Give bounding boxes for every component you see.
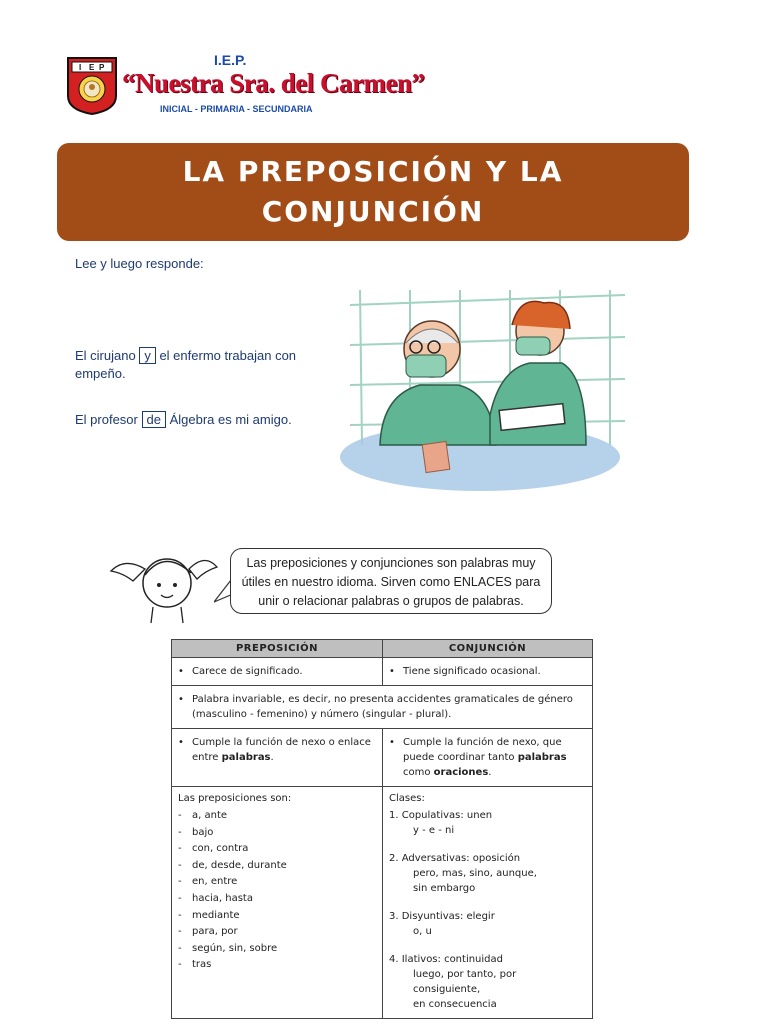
list-item: - para, por: [178, 926, 238, 938]
list-item: - bajo: [178, 826, 214, 838]
title-banner: [57, 143, 689, 241]
conjunction-class-example: luego, por tanto, por consiguiente,: [413, 969, 517, 995]
school-acronym: I.E.P.: [214, 52, 247, 68]
crest-letter-i: I: [79, 63, 82, 72]
school-levels: INICIAL - PRIMARIA - SECUNDARIA: [160, 104, 313, 114]
list-item: - según, sin, sobre: [178, 942, 278, 954]
list-item: - a, ante: [178, 810, 228, 821]
conjunction-class-example: pero, mas, sino, aunque,: [413, 868, 537, 879]
table-header-row: [172, 640, 593, 658]
speech-bubble: [230, 548, 552, 614]
page-title: [153, 152, 593, 232]
header-preposicion: PREPOSICIÓN: [172, 640, 383, 658]
girl-illustration: [105, 545, 220, 625]
list-item: - hacia, hasta: [178, 892, 253, 904]
conj-function: Cumple la función de nexo, que puede coordinar tanto palabras como oraciones.: [403, 737, 567, 778]
sentence-1-start: El cirujano: [75, 348, 136, 363]
sentence-2-end: Álgebra es mi amigo.: [169, 412, 292, 427]
sentence-1-end: el enfermo trabajan con empeño.: [75, 348, 297, 381]
sentence-2-boxed-word: de: [142, 411, 166, 428]
conjunction-class-example: y - e - ni: [413, 825, 455, 836]
conjunction-class-example: sin embargo: [413, 883, 476, 894]
table-row: [172, 729, 593, 787]
conj-meaning: Tiene significado ocasional.: [403, 666, 541, 677]
prepositions-list: [178, 808, 376, 974]
table-cell: • Cumple la función de nexo, que puede coordinar tanto palabras como oraciones.: [383, 729, 593, 787]
title-line-2: CONJUNCIÓN: [261, 195, 485, 228]
list-item: - con, contra: [178, 843, 249, 855]
surgeons-illustration: [340, 285, 630, 500]
school-crest-logo: [66, 56, 118, 116]
header-conjuncion: CONJUNCIÓN: [383, 640, 593, 658]
sentence-1-boxed-word: y: [139, 347, 156, 364]
conjunction-class-title: 2. Adversativas: oposición: [389, 853, 521, 864]
instruction-text: Lee y luego responde:: [75, 256, 204, 271]
bubble-line-1: Las preposiciones y conjunciones son palabras muy: [246, 556, 536, 570]
conjunction-class-title: 4. Ilativos: continuidad: [389, 954, 503, 965]
prep-meaning: Carece de significado.: [192, 666, 303, 677]
sentence-2-start: El profesor: [75, 412, 138, 427]
table-row: [172, 787, 593, 1019]
table-cell: [383, 787, 593, 1019]
conjunction-class-title: 1. Copulativas: unen: [389, 810, 493, 821]
conj-classes-intro: Clases:: [389, 793, 425, 804]
conjunction-classes: [389, 808, 586, 1012]
table-cell: • Cumple la función de nexo o enlace entre palabras.: [172, 729, 383, 787]
table-cell: • Tiene significado ocasional.: [383, 658, 593, 686]
table-cell: • Palabra invariable, es decir, no presenta accidentes gramaticales de género (masculino - femenino) y número (singular - plural).: [172, 686, 593, 729]
conjunction-class-title: 3. Disyuntivas: elegir: [389, 911, 495, 922]
table-cell: • Carece de significado.: [172, 658, 383, 686]
school-header: [122, 52, 425, 122]
crest-letter-e: E: [89, 63, 95, 72]
example-sentence-2: [75, 411, 335, 429]
list-item: - mediante: [178, 909, 240, 921]
list-item: - de, desde, durante: [178, 859, 287, 871]
conjunction-class-example: en consecuencia: [413, 999, 497, 1010]
title-line-1: LA PREPOSICIÓN Y LA: [182, 155, 564, 188]
bubble-line-3: unir o relacionar palabras o grupos de palabras.: [258, 594, 524, 608]
table-cell: [172, 787, 383, 1019]
school-name: “Nuestra Sra. del Carmen”: [122, 68, 425, 98]
shared-invariable-note: Palabra invariable, es decir, no presenta accidentes gramaticales de género (masculino - femenino) y número (singular - plural).: [192, 694, 573, 720]
comparison-table: [171, 639, 593, 1019]
prep-list-intro: Las preposiciones son:: [178, 793, 292, 804]
crest-letter-p: P: [99, 63, 105, 72]
list-item: - en, entre: [178, 876, 238, 888]
table-row: [172, 686, 593, 729]
list-item: - tras: [178, 959, 212, 971]
prep-function: Cumple la función de nexo o enlace entre palabras.: [192, 737, 371, 763]
table-row: [172, 658, 593, 686]
bubble-line-2: útiles en nuestro idioma. Sirven como ENLACES para: [241, 575, 541, 589]
conjunction-class-example: o, u: [413, 926, 432, 937]
example-sentence-1: [75, 347, 335, 383]
